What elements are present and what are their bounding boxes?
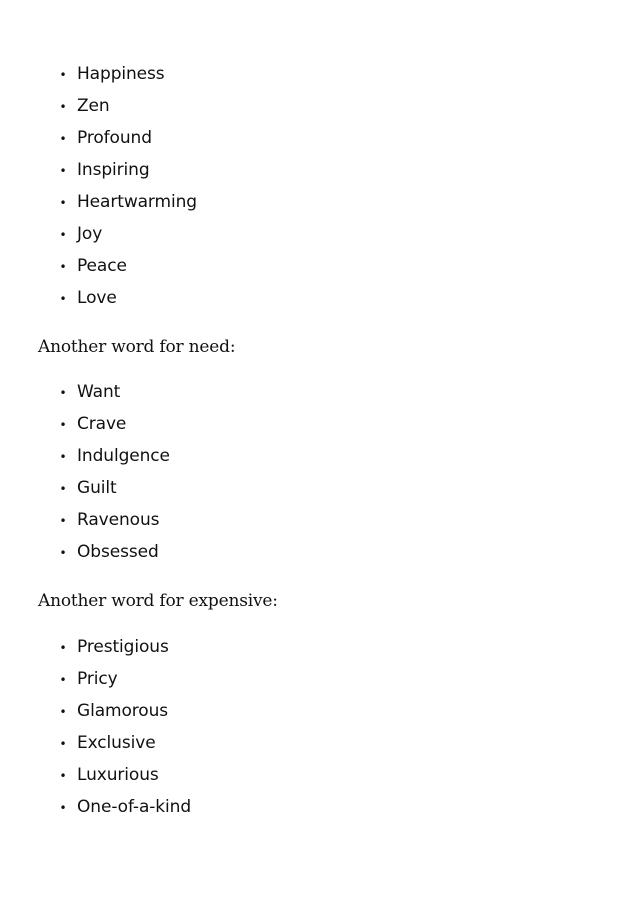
- list-item-text: Glamorous: [77, 701, 169, 721]
- list-item-text: Zen: [77, 96, 110, 116]
- bullet-icon: •: [59, 769, 67, 783]
- list-item: [0, 663, 191, 695]
- list-item-text: Obsessed: [77, 542, 159, 562]
- bullet-icon: •: [59, 514, 67, 528]
- list-item-text: Pricy: [77, 669, 118, 689]
- list-item-text: Want: [77, 382, 121, 402]
- list-item-text: Profound: [77, 128, 152, 148]
- list-item: [0, 759, 191, 791]
- bullet-icon: •: [59, 228, 67, 242]
- list-item-text: Indulgence: [77, 446, 170, 466]
- list-item: [0, 58, 197, 90]
- list-item: [0, 504, 170, 536]
- list-item-text: Guilt: [77, 478, 117, 498]
- bullet-icon: •: [59, 196, 67, 210]
- list-item-text: Peace: [77, 256, 127, 276]
- bullet-icon: •: [59, 68, 67, 82]
- list-item: [0, 376, 170, 408]
- list-item: [0, 408, 170, 440]
- list-item-text: Love: [77, 288, 117, 308]
- bullet-icon: •: [59, 737, 67, 751]
- list-item: [0, 90, 197, 122]
- section-heading-need: Another word for need:: [38, 337, 236, 357]
- bullet-icon: •: [59, 673, 67, 687]
- section-heading-expensive: Another word for expensive:: [38, 591, 278, 611]
- list-item: [0, 791, 191, 823]
- bullet-icon: •: [59, 450, 67, 464]
- list-item-text: Crave: [77, 414, 127, 434]
- list-item: [0, 250, 197, 282]
- list-item: [0, 631, 191, 663]
- bullet-icon: •: [59, 132, 67, 146]
- bullet-icon: •: [59, 386, 67, 400]
- list-item: [0, 186, 197, 218]
- list-item-text: Inspiring: [77, 160, 150, 180]
- bullet-icon: •: [59, 292, 67, 306]
- bullet-icon: •: [59, 100, 67, 114]
- word-list-feelings: [0, 58, 197, 314]
- word-list-expensive: [0, 631, 191, 823]
- bullet-icon: •: [59, 482, 67, 496]
- list-item-text: Ravenous: [77, 510, 160, 530]
- list-item-text: Joy: [77, 224, 103, 244]
- bullet-icon: •: [59, 641, 67, 655]
- list-item: [0, 154, 197, 186]
- list-item: [0, 695, 191, 727]
- list-item: [0, 536, 170, 568]
- bullet-icon: •: [59, 705, 67, 719]
- list-item-text: One-of-a-kind: [77, 797, 192, 817]
- bullet-icon: •: [59, 801, 67, 815]
- list-item: [0, 440, 170, 472]
- bullet-icon: •: [59, 164, 67, 178]
- list-item-text: Exclusive: [77, 733, 156, 753]
- bullet-icon: •: [59, 546, 67, 560]
- list-item: [0, 472, 170, 504]
- list-item: [0, 218, 197, 250]
- bullet-icon: •: [59, 418, 67, 432]
- list-item-text: Luxurious: [77, 765, 159, 785]
- list-item: [0, 727, 191, 759]
- word-list-need: [0, 376, 170, 568]
- list-item-text: Heartwarming: [77, 192, 197, 212]
- list-item: [0, 122, 197, 154]
- list-item-text: Happiness: [77, 64, 165, 84]
- list-item: [0, 282, 197, 314]
- bullet-icon: •: [59, 260, 67, 274]
- list-item-text: Prestigious: [77, 637, 169, 657]
